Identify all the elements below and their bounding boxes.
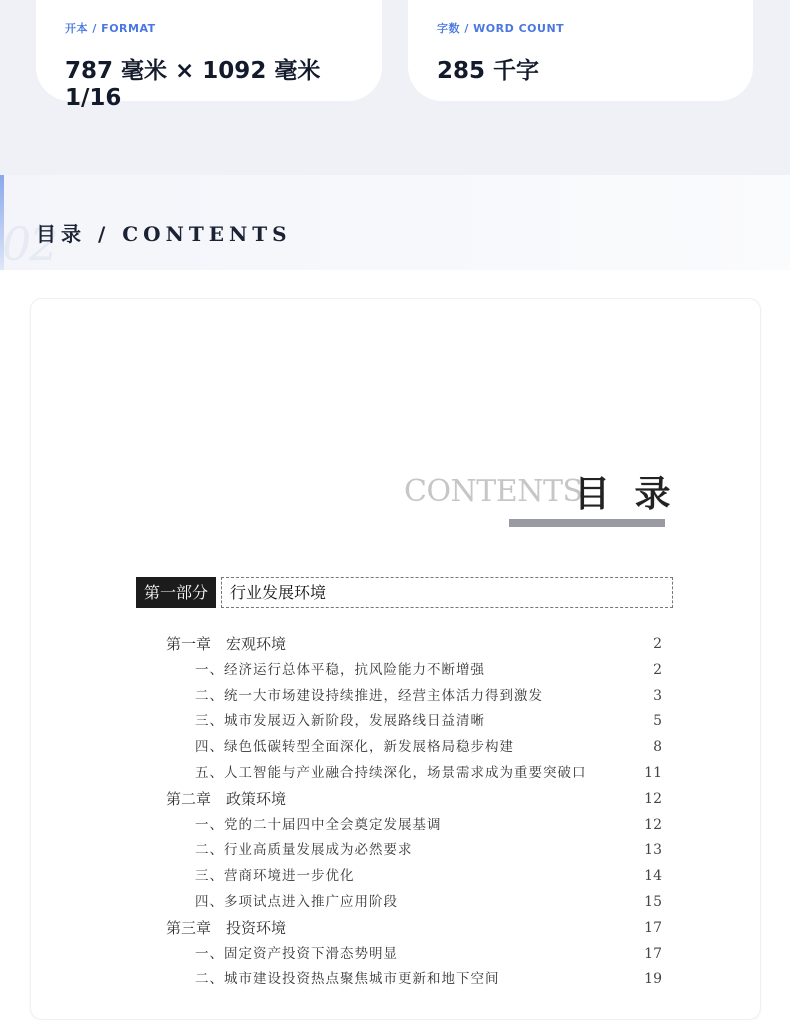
toc-entry-page: 2 (653, 636, 662, 652)
toc-entry-page: 12 (644, 817, 662, 833)
toc-entry-title: 二、城市建设投资热点聚焦城市更新和地下空间 (195, 971, 500, 987)
toc-entry-page: 15 (644, 894, 662, 910)
word-count-value: 285 千字 (437, 58, 540, 84)
toc-entry-title: 一、党的二十届四中全会奠定发展基调 (195, 817, 442, 833)
toc-section-row (195, 839, 662, 861)
toc-entry-title: 二、统一大市场建设持续推进，经营主体活力得到激发 (195, 688, 543, 704)
toc-entry-page: 19 (644, 971, 662, 987)
toc-entry-title: 一、固定资产投资下滑态势明显 (195, 946, 398, 962)
part-title: 行业发展环境 (221, 577, 673, 608)
toc-entry-title: 五、人工智能与产业融合持续深化，场景需求成为重要突破口 (195, 765, 587, 781)
toc-entry-page: 17 (644, 920, 662, 936)
section-ghost-number: 02 (2, 217, 57, 271)
toc-chapter-row (166, 917, 662, 939)
contents-section-header (0, 175, 790, 270)
format-card (36, 0, 382, 111)
toc-section-row (195, 685, 662, 707)
toc-entry-page: 14 (644, 868, 662, 884)
toc-entry-page: 17 (644, 946, 662, 962)
part-tag: 第一部分 (136, 577, 216, 608)
toc-entry-title: 第三章 投资环境 (166, 919, 287, 937)
toc-entry-title: 二、行业高质量发展成为必然要求 (195, 842, 413, 858)
toc-chapter-row (166, 788, 662, 810)
toc-section-row (195, 943, 662, 965)
toc-heading-en: CONTENTS (404, 474, 583, 509)
format-label: 开本 / FORMAT (65, 22, 156, 35)
toc-chapter-row (166, 633, 662, 655)
toc-section-row (195, 659, 662, 681)
toc-heading-zh: 目 录 (574, 473, 677, 515)
toc-entry-page: 5 (653, 713, 662, 729)
toc-section-row (195, 710, 662, 732)
toc-entry-page: 8 (653, 739, 662, 755)
word-count-label: 字数 / WORD COUNT (437, 22, 565, 35)
toc-entry-page: 13 (644, 842, 662, 858)
toc-entry-title: 第一章 宏观环境 (166, 635, 287, 653)
format-value: 787 毫米 × 1092 毫米 1/16 (65, 58, 321, 111)
toc-entry-page: 3 (653, 688, 662, 704)
toc-entry-title: 四、绿色低碳转型全面深化，新发展格局稳步构建 (195, 739, 514, 755)
toc-entry-page: 11 (644, 765, 662, 781)
word-count-card (408, 0, 753, 101)
toc-heading-rule (509, 519, 665, 527)
toc-section-row (195, 762, 662, 784)
toc-section-row (195, 736, 662, 758)
toc-section-row (195, 891, 662, 913)
toc-entry-title: 三、营商环境进一步优化 (195, 868, 355, 884)
toc-entry-title: 四、多项试点进入推广应用阶段 (195, 894, 398, 910)
section-title: 目录 / CONTENTS (36, 222, 292, 246)
toc-entry-page: 2 (653, 662, 662, 678)
toc-section-row (195, 814, 662, 836)
toc-entry-title: 三、城市发展迈入新阶段，发展路线日益清晰 (195, 713, 485, 729)
toc-entry-page: 12 (644, 791, 662, 807)
toc-entry-title: 一、经济运行总体平稳，抗风险能力不断增强 (195, 662, 485, 678)
toc-entry-title: 第二章 政策环境 (166, 790, 287, 808)
toc-section-row (195, 865, 662, 887)
